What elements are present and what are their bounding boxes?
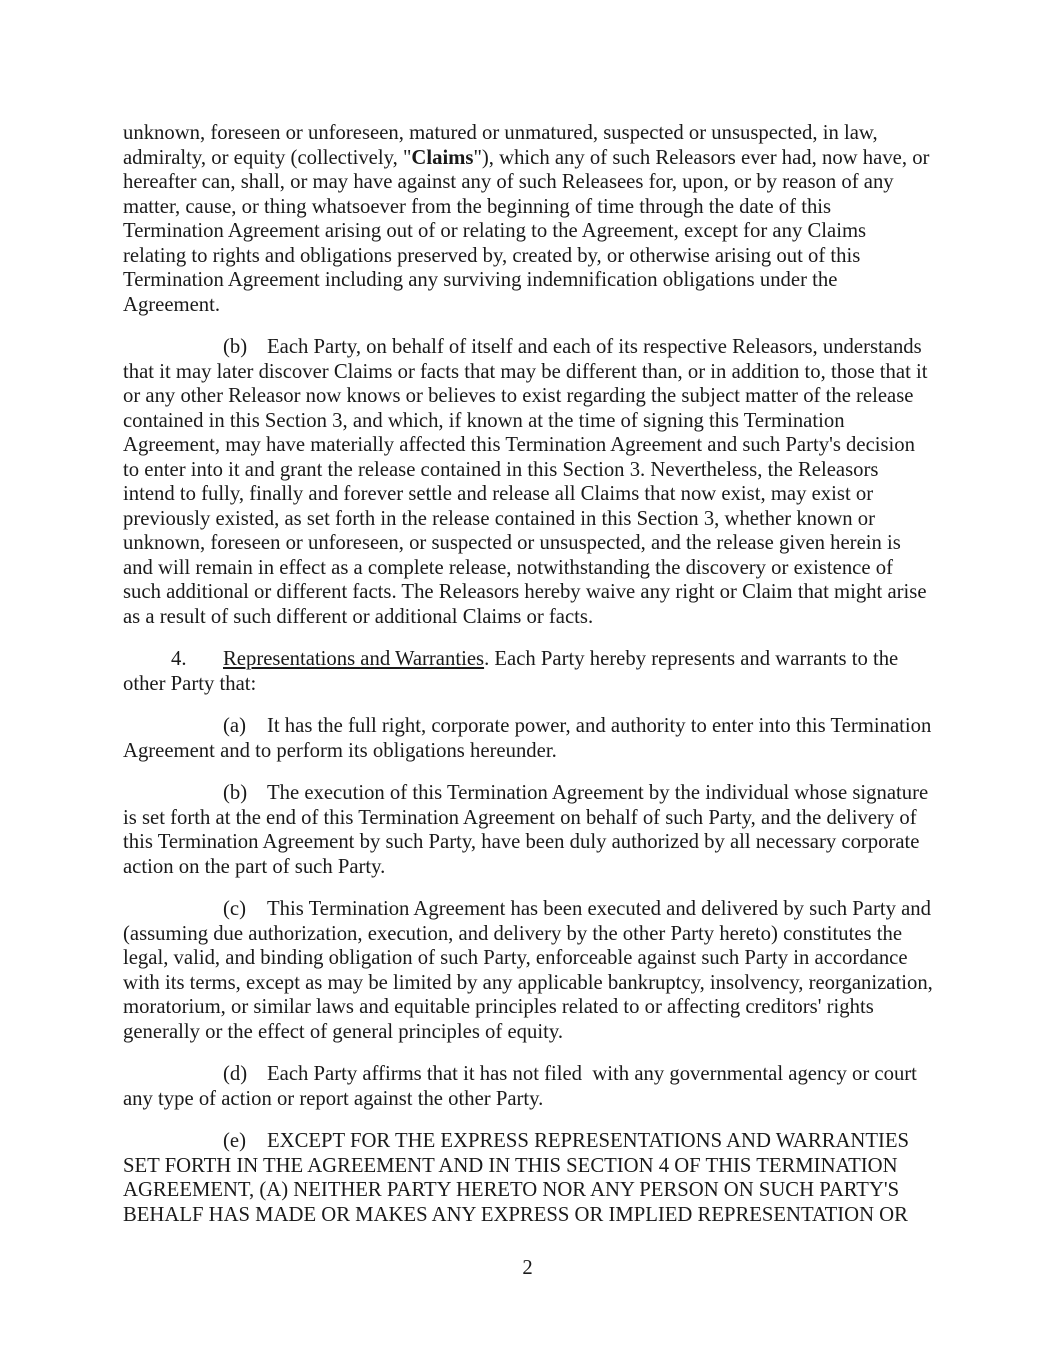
section-number: 4. (171, 648, 187, 670)
defined-term-claims: Claims (411, 146, 474, 169)
item-label: (a) (223, 715, 246, 737)
item-text: It has the full right, corporate power, and authority to enter into this Termination Agreement and to perform its obligations hereunder. (123, 715, 936, 762)
section4-heading (123, 647, 933, 696)
continuation-text-before: unknown, foreseen or unforeseen, matured or unmatured, suspected or unsuspected, in law, admiralty, or equity (collectively, " (123, 122, 883, 169)
page-number: 2 (522, 1257, 533, 1279)
section4-item-a (123, 714, 936, 763)
item-label: (d) (223, 1063, 248, 1085)
section4-item-c (123, 897, 939, 1044)
item-label: (e) (223, 1130, 246, 1152)
document-body (123, 121, 939, 1245)
section4-item-e (123, 1129, 933, 1227)
item-label: (c) (223, 898, 246, 920)
item-label: (b) (223, 336, 248, 358)
section-title: Representations and Warranties (223, 648, 485, 670)
item-text: This Termination Agreement has been executed and delivered by such Party and (assuming due authorization, execution, and delivery by the other Party hereto) constitutes the legal, valid, and binding obligation of such Party, enforceable against such Party in accordance with its terms, except as may be limited by any applicable bankruptcy, insolvency, reorganization, moratorium, or similar laws and equitable principles related to or affecting creditors' rights generally or the effect of general principles of equity. (123, 898, 939, 1043)
section-heading-text: . Each Party hereby represents and warrants to the other Party that: (123, 648, 904, 695)
section4-item-b (123, 781, 933, 879)
section3-item-b (123, 335, 933, 629)
section4-item-d (123, 1062, 933, 1111)
item-text: Each Party affirms that it has not filed with any governmental agency or court any type of action or report against the other Party. (123, 1063, 923, 1110)
item-text: Each Party, on behalf of itself and each of its respective Releasors, understands that it may later discover Claims or facts that may be different than, or in addition to, those that it or any other Releasor now knows or believes to exist regarding the subject matter of the release contained in this Section 3, and which, if known at the time of signing this Termination Agreement, may have materially affected this Termination Agreement and such Party's decision to enter into it and grant the release contained in this Section 3. Nevertheless, the Releasors intend to fully, finally and forever settle and release all Claims that now exist, may exist or previously existed, as set forth in the release contained in this Section 3, whether known or unknown, foreseen or unforeseen, or suspected or unsuspected, and the release given herein is and will remain in effect as a complete release, notwithstanding the discovery or existence of such additional or different facts. The Releasors hereby waive any right or Claim that might arise as a result of such different or additional Claims or facts. (123, 336, 933, 628)
continuation-text-after: "), which any of such Releasors ever had, now have, or hereafter can, shall, or may have against any of such Releasees for, upon, or by reason of any matter, cause, or thing whatsoever from the beginning of time through the date of this Termination Agreement arising out of or relating to the Agreement, except for any Claims relating to rights and obligations preserved by, created by, or otherwise arising out of this Termination Agreement including any surviving indemnification obligations under the Agreement. (123, 146, 935, 316)
item-text: The execution of this Termination Agreement by the individual whose signature is set forth at the end of this Termination Agreement on behalf of such Party, and the delivery of this Termination Agreement by such Party, have been duly authorized by all necessary corporate action on the part of such Party. (123, 782, 934, 878)
paragraph-continuation (123, 121, 933, 317)
item-text: EXCEPT FOR THE EXPRESS REPRESENTATIONS AND WARRANTIES SET FORTH IN THE AGREEMENT AND IN THIS SECTION 4 OF THIS TERMINATION AGREEMENT, (A) NEITHER PARTY HERETO NOR ANY PERSON ON SUCH PARTY'S BEHALF HAS MADE OR MAKES ANY EXPRESS OR IMPLIED REPRESENTATION OR (123, 1130, 915, 1226)
item-label: (b) (223, 782, 248, 804)
